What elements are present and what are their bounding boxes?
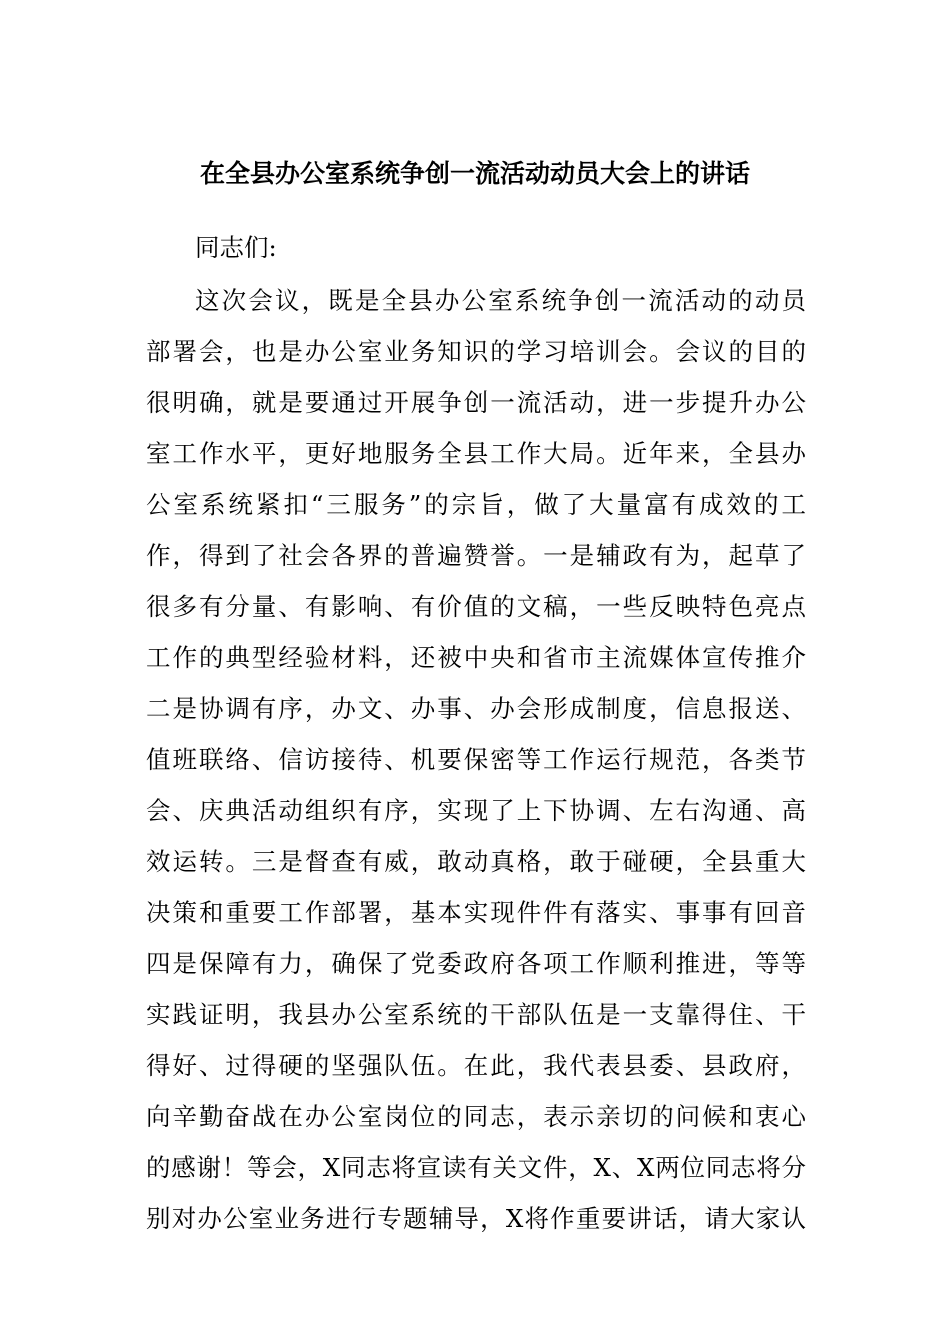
body-line: 值班联络、信访接待、机要保密等工作运行规范，各类节 bbox=[146, 745, 806, 774]
body-line: 效运转。三是督查有威，敢动真格，敢于碰硬，全县重大 bbox=[146, 847, 806, 876]
body-line: 这次会议，既是全县办公室系统争创一流活动的动员 bbox=[195, 286, 806, 315]
body-line: 很明确，就是要通过开展争创一流活动，进一步提升办公 bbox=[146, 388, 806, 417]
body-line: 别对办公室业务进行专题辅导，X将作重要讲话，请大家认 bbox=[146, 1204, 806, 1233]
document-title: 在全县办公室系统争创一流活动动员大会上的讲话 bbox=[199, 159, 750, 188]
body-line: 实践证明，我县办公室系统的干部队伍是一支靠得住、干 bbox=[146, 1000, 806, 1029]
body-line: 决策和重要工作部署，基本实现件件有落实、事事有回音 bbox=[146, 898, 806, 927]
body-line: 工作的典型经验材料，还被中央和省市主流媒体宣传推介 bbox=[146, 643, 806, 672]
body-line: 二是协调有序，办文、办事、办会形成制度，信息报送、 bbox=[146, 694, 806, 723]
body-line: 得好、过得硬的坚强队伍。在此，我代表县委、县政府， bbox=[146, 1051, 806, 1080]
body-line: 向辛勤奋战在办公室岗位的同志，表示亲切的问候和衷心 bbox=[146, 1102, 806, 1131]
body-line: 公室系统紧扣“三服务”的宗旨，做了大量富有成效的工 bbox=[146, 490, 806, 519]
salutation: 同志们: bbox=[195, 233, 277, 262]
body-line: 的感谢！等会，X同志将宣读有关文件，X、X两位同志将分 bbox=[146, 1153, 806, 1182]
body-line: 部署会，也是办公室业务知识的学习培训会。会议的目的 bbox=[146, 337, 806, 366]
body-line: 很多有分量、有影响、有价值的文稿，一些反映特色亮点 bbox=[146, 592, 806, 621]
body-line: 会、庆典活动组织有序，实现了上下协调、左右沟通、高 bbox=[146, 796, 806, 825]
body-line: 室工作水平，更好地服务全县工作大局。近年来，全县办 bbox=[146, 439, 806, 468]
body-line: 作，得到了社会各界的普遍赞誉。一是辅政有为，起草了 bbox=[146, 541, 806, 570]
body-line: 四是保障有力，确保了党委政府各项工作顺利推进，等等 bbox=[146, 949, 806, 978]
